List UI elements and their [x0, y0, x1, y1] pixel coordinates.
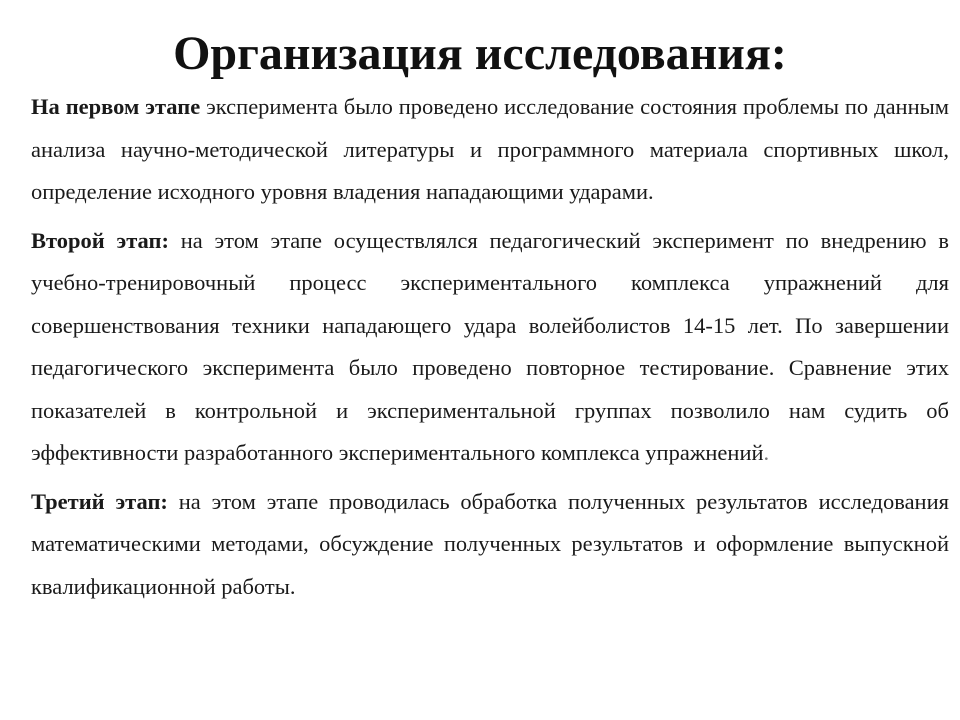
stage-2-text: на этом этапе осуществлялся педагогический эксперимент по внедрению в учебно-тренировочный процесс экспериментального комплекса упражнений для совершенствования техники нападающего удара волейболистов 14-15 лет. По завершении педагогического эксперимента было проведено повторное тестирование. Сравнение этих показателей в контрольной и экспериментальной группах позволило нам судить об эффективности разработанного экспериментального комплекса упражнений: [31, 227, 949, 465]
stage-2-lead: Второй этап:: [31, 227, 169, 253]
paragraph-stage-2: [31, 220, 949, 475]
stage-2-end: .: [763, 440, 770, 465]
slide-title: Организация исследования:: [173, 27, 787, 80]
stage-3-text: на этом этапе проводилась обработка полученных результатов исследования математическими методами, обсуждение полученных результатов и оформление выпускной квалификационной работы.: [31, 488, 949, 599]
stage-3-lead: Третий этап:: [31, 488, 168, 514]
paragraph-stage-1: [31, 86, 949, 214]
stage-1-text: эксперимента было проведено исследование состояния проблемы по данным анализа научно-методической литературы и программного материала спортивных школ, определение исходного уровня владения нападающими ударами.: [31, 94, 949, 204]
stage-1-lead: На первом этапе: [31, 94, 201, 119]
slide-body: [31, 86, 949, 614]
paragraph-stage-3: [31, 481, 949, 609]
